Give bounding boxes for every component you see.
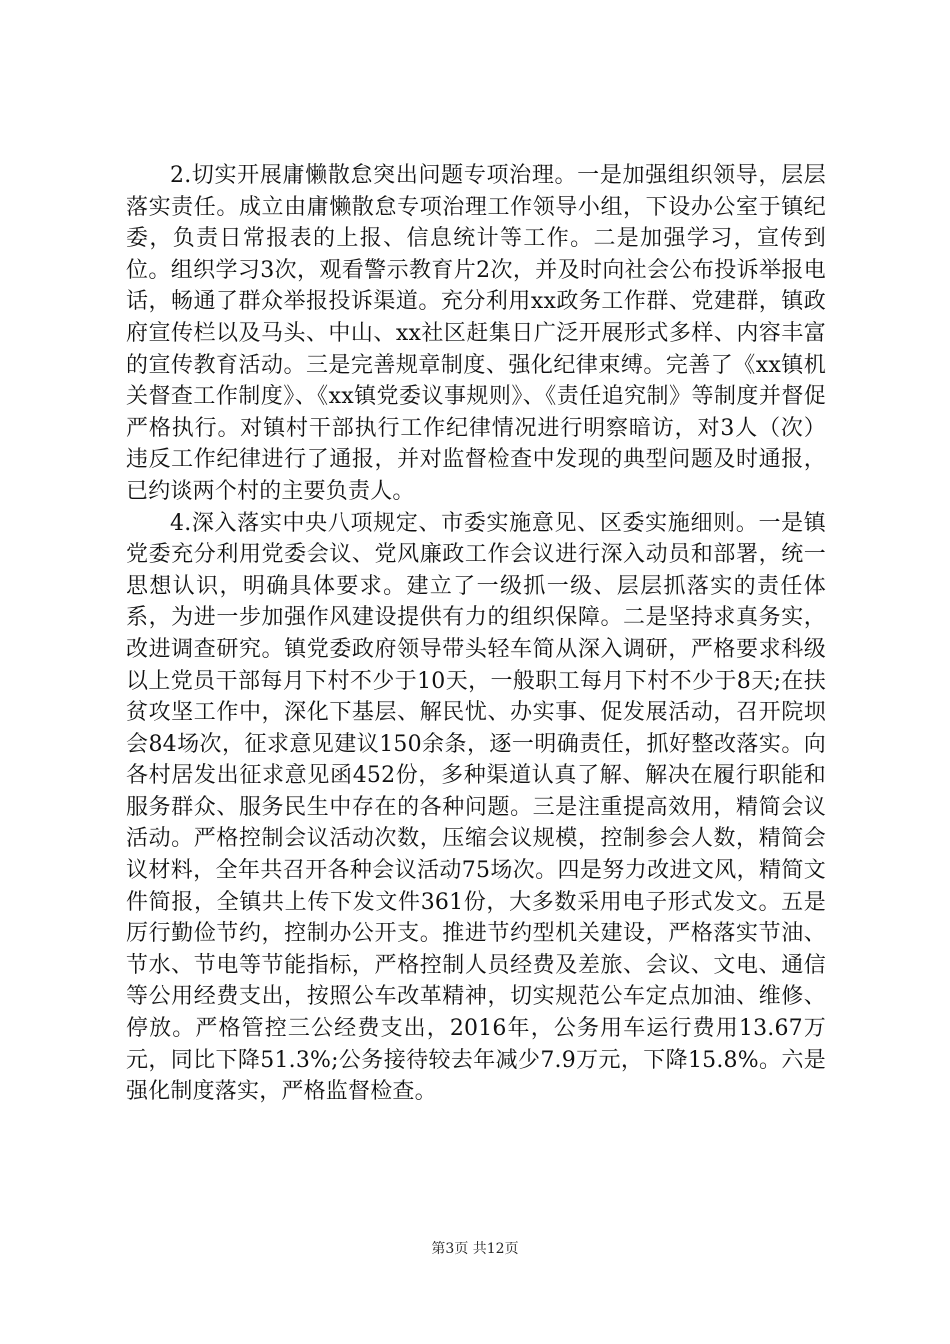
paragraph-anti-laziness-rectification: 2.切实开展庸懒散怠突出问题专项治理。一是加强组织领导，层层落实责任。成立由庸懒散怠专项治理工作领导小组，下设办公室于镇纪委，负责日常报表的上报、信息统计等工作。二是加强学习，宣传到位。组织学习3次，观看警示教育片2次，并及时向社会公布投诉举报电话，畅通了群众举报投诉渠道。充分利用xx政务工作群、党建群，镇政府宣传栏以及马头、中山、xx社区赶集日广泛开展形式多样、内容丰富的宣传教育活动。三是完善规章制度、强化纪律束缚。完善了《xx镇机关督查工作制度》、《xx镇党委议事规则》、《责任追究制》等制度并督促严格执行。对镇村干部执行工作纪律情况进行明察暗访，对3人（次）违反工作纪律进行了通报，并对监督检查中发现的典型问题及时通报，已约谈两个村的主要负责人。 bbox=[126, 163, 826, 504]
page-number-footer: 第3页 共12页 bbox=[431, 1241, 519, 1257]
paragraph-eight-rules-implementation: 4.深入落实中央八项规定、市委实施意见、区委实施细则。一是镇党委充分利用党委会议、党风廉政工作会议进行深入动员和部署，统一思想认识，明确具体要求。建立了一级抓一级、层层抓落实的责任体系，为进一步加强作风建设提供有力的组织保障。二是坚持求真务实，改进调查研究。镇党委政府领导带头轻车简从深入调研，严格要求科级以上党员干部每月下村不少于10天，一般职工每月下村不少于8天;在扶贫攻坚工作中，深化下基层、解民忧、办实事、促发展活动，召开院坝会84场次，征求意见建议150余条，逐一明确责任，抓好整改落实。向各村居发出征求意见函452份，多种渠道认真了解、解决在履行职能和服务群众、服务民生中存在的各种问题。三是注重提高效用，精简会议活动。严格控制会议活动次数，压缩会议规模，控制参会人数，精简会议材料，全年共召开各种会议活动75场次。四是努力改进文风，精简文件简报，全镇共上传下发文件361份，大多数采用电子形式发文。五是厉行勤俭节约，控制办公开支。推进节约型机关建设，严格落实节油、节水、节电等节能指标，严格控制人员经费及差旅、会议、文电、通信等公用经费支出，按照公车改革精神，切实规范公车定点加油、维修、停放。严格管控三公经费支出，2016年，公务用车运行费用13.67万元，同比下降51.3%;公务接待较去年减少7.9万元，下降15.8%。六是强化制度落实，严格监督检查。 bbox=[126, 510, 826, 1105]
document-body bbox=[126, 160, 826, 1108]
